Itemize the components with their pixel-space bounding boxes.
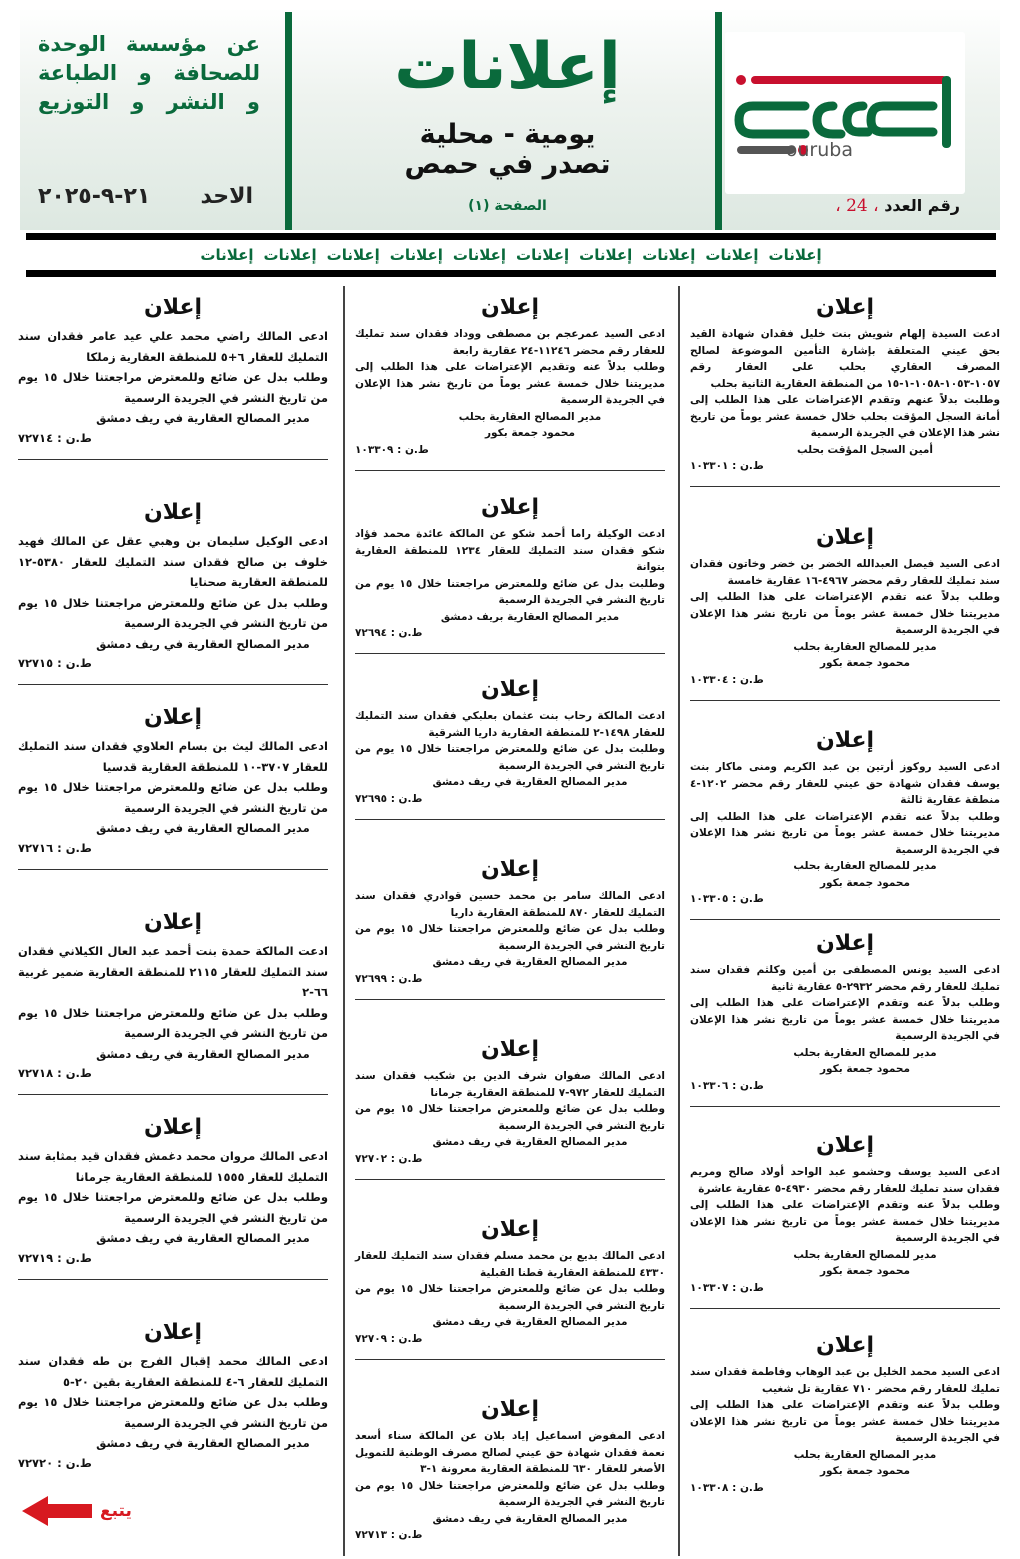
- announcement-signature: محمود جمعة بكور: [820, 1465, 910, 1477]
- banner-word: إعلانات: [768, 246, 822, 264]
- subtitle-line: تصدر في حمص: [404, 149, 611, 180]
- announcement-title: إعلان: [143, 705, 203, 730]
- announcement: [355, 1212, 665, 1360]
- separator: [355, 1359, 665, 1360]
- logo-dot: [736, 75, 746, 85]
- column-divider: [678, 286, 680, 1556]
- announcement: [355, 290, 665, 471]
- separator: [18, 869, 328, 870]
- announcement: [690, 926, 1000, 1107]
- announcement: [355, 1032, 665, 1180]
- rule: [26, 270, 996, 277]
- banner: [26, 242, 996, 268]
- announcement-body: ادعى السيد فيصل العبدالله الخضر بن خضر وخاتون فقدان سند تمليك للعقار رقم محضر ٤٩٦٧-١٦ عقارية خامسة: [690, 558, 1000, 587]
- announcement: [690, 520, 1000, 701]
- issue-number: ، 24 ،: [835, 196, 879, 216]
- banner-word: إعلانات: [389, 246, 443, 264]
- announcement-signature: مدير المصالح العقارية في ريف دمشق: [432, 956, 628, 968]
- announcement: [355, 490, 665, 654]
- announcement-body: وطلب بدلاً عنه وتقدم الإعتراضات على هذا الطلب إلى مديريتنا خلال خمسة عشر يوماً من تاريخ نشر هذا الإعلان في الجريدة الرسمية: [690, 997, 1000, 1042]
- separator: [690, 1106, 1000, 1107]
- announcement-title: إعلان: [480, 1397, 540, 1422]
- announcement: [355, 1392, 665, 1541]
- announcement-ref: ط.ن : ١٠٣٣٠٤: [690, 673, 764, 686]
- announcement-ref: ط.ن : ٧٢٦٩٩: [355, 972, 423, 985]
- announcement-body: وطلب بدلاً عنه وتقديم الإعتراضات على هذا الطلب إلى مديريتنا خلال خمسة عشر يوماً من تاريخ نشر هذا الإعلان في الجريدة الرسمية: [355, 361, 665, 406]
- announcement-ref: ط.ن : ١٠٣٣٠١: [690, 460, 764, 472]
- separator: [18, 1279, 328, 1280]
- divider: [715, 12, 722, 230]
- announcement-body: ادعى المالك سامر بن محمد حسين قوادري فقدان سند التمليك للعقار ٨٧٠ للمنطقة العقارية داريا: [355, 890, 665, 919]
- announcement-body: ادعت الوكيلة راما أحمد شكو عن المالكة عائدة محمد فؤاد شكو فقدان سند التمليك للعقار ١٢٣٤ للمنطقة العقارية بتوانة: [355, 528, 666, 573]
- announcement-signature: مدير للمصالح العقارية بحلب: [793, 860, 937, 872]
- subtitle: [310, 120, 705, 180]
- announcement-body: وطلب بدلاً عنه وتقدم الإعتراضات على هذا الطلب إلى مديريتنا خلال خمسة عشر يوماً من تاريخ نشر هذا الإعلان في الجريدة الرسمية: [690, 1199, 1000, 1244]
- date-value: ٢١-٩-٢٠٢٥: [38, 184, 151, 209]
- announcement-ref: ط.ن : ٧٢٧١٤: [18, 430, 92, 445]
- announcement-ref: ط.ن : ٧٢٦٩٤: [355, 627, 423, 639]
- announcement-title: إعلان: [815, 931, 875, 956]
- banner-word: إعلانات: [516, 246, 570, 264]
- announcement-title: إعلان: [480, 1037, 540, 1062]
- separator: [18, 1094, 328, 1095]
- announcement-signature: مدير المصالح العقارية في ريف دمشق: [96, 411, 310, 425]
- announcement-signature: مدير المصالح العقارية في ريف دمشق: [432, 776, 628, 788]
- announcement-body: ادعت المالكة حمدة بنت أحمد عبد العال الكيلاني فقدان سند التمليك للعقار ٢١١٥ للمنطقة العقارية ضمير غربية ٦٦-٢: [18, 944, 329, 999]
- issue-number-value: 24: [846, 196, 868, 216]
- announcement-body: وطلب بدل عن ضائع وللمعترض مراجعتنا خلال ١٥ يوم من تاريخ النشر في الجريدة الرسمية: [18, 780, 328, 815]
- announcement-body: ادعى السيد روكوز أرتين بن عبد الكريم ومنى ماكار بنت يوسف فقدان شهادة حق عيني للعقار رقم محضر ١٢٠٢-٤ منطقة عقارية ثالثة: [690, 761, 1000, 806]
- announcement-body: ادعى المفوض اسماعيل إياد بلان عن المالكة سناء أسعد نعمة فقدان شهادة حق عيني لصالح مصرف الوطنية للتمويل الأصغر للعقار ٦٣٠ للمنطقة العقارية معرونة ١-٣: [355, 1430, 665, 1475]
- separator: [690, 486, 1000, 487]
- announcement-body: وطلب بدل عن ضائع وللمعترض مراجعتنا خلال ١٥ يوم من تاريخ النشر في الجريدة الرسمية: [355, 1283, 665, 1312]
- publisher-block: [38, 30, 260, 117]
- issue-label: رقم العدد: [884, 196, 960, 215]
- announcement: [18, 1315, 328, 1470]
- continue-label: يتبع: [100, 1501, 132, 1521]
- announcement-title: إعلان: [815, 525, 875, 550]
- announcement-body: وطلب بدلاً عنه تقدم الإعتراضات على هذا الطلب إلى مديريتنا خلال خمسة عشر يوماً من تاريخ نشر هذا الإعلان في الجريدة الرسمية: [690, 591, 1000, 636]
- page-number: الصفحة (١): [468, 198, 547, 214]
- announcement: [18, 1110, 328, 1280]
- announcement-body: ادعى المالك محمد إقبال الفرج بن طه فقدان سند التمليك للعقار ٦-٤ للمنطقة العقارية بقين ٢٠-٥: [18, 1354, 328, 1389]
- announcement-title: إعلان: [815, 295, 875, 320]
- logo-letter: [871, 106, 933, 132]
- logo-letter: [847, 106, 868, 132]
- subtitle-line: يومية - محلية: [419, 119, 596, 150]
- announcement-title: إعلان: [480, 1217, 540, 1242]
- announcement-ref: ط.ن : ١٠٣٣٠٧: [690, 1281, 764, 1294]
- announcement-body: ادعى السيد يونس المصطفى بن أمين وكلثم فقدان سند تمليك للعقار رقم محضر ٢٩٣٢-٥ عقارية ثانية: [690, 964, 1000, 993]
- logo-latin: ouruba: [785, 139, 853, 161]
- publisher-line: عن مؤسسة الوحدة: [38, 32, 260, 56]
- logo: [725, 32, 965, 194]
- announcement-title: إعلان: [143, 1115, 203, 1140]
- banner-word: إعلانات: [705, 246, 759, 264]
- separator: [690, 919, 1000, 920]
- announcement-signature: مدير المصالح العقارية في ريف دمشق: [432, 1512, 628, 1525]
- announcement-body: وطلب بدل عن ضائع وللمعترض مراجعتنا خلال ١٥ يوم من تاريخ النشر في الجريدة الرسمية: [355, 1103, 665, 1132]
- announcement-title: إعلان: [815, 1333, 875, 1358]
- separator: [690, 1308, 1000, 1309]
- announcement-ref: ط.ن : ١٠٣٣٠٦: [690, 1079, 764, 1092]
- announcement-body: وطلب بدل عن ضائع وللمعترض مراجعتنا خلال ١٥ يوم من تاريخ النشر في الجريدة الرسمية: [18, 370, 328, 405]
- announcement-signature: محمود جمعة بكور: [820, 1063, 910, 1075]
- announcement-ref: ط.ن : ٧٢٧٢٠: [18, 1455, 92, 1470]
- logo-alef: [942, 76, 951, 148]
- announcement: [18, 700, 328, 870]
- announcement-signature: مدير المصالح العقارية بحلب: [458, 410, 602, 423]
- announcement-body: وطلبت بدلاً عنهم وتقدم الإعتراضات على هذا الطلب إلى أمانة السجل المؤقت بحلب خلال خمسة عشر يوماً من تاريخ نشر هذا الإعلان في الجريدة الرسمية: [690, 394, 1000, 439]
- announcement-body: وطلب بدلاً عنه تقدم الإعتراضات على هذا الطلب إلى مديريتنا خلال خمسة عشر يوماً من تاريخ نشر هذا الإعلان في الجريدة الرسمية: [690, 810, 1000, 856]
- separator: [355, 470, 665, 471]
- separator: [355, 819, 665, 820]
- separator: [355, 999, 665, 1000]
- announcement-ref: ط.ن : ٧٢٧٠٢: [355, 1152, 423, 1165]
- separator: [690, 700, 1000, 701]
- announcement-signature: مدير المصالح العقارية في ريف دمشق: [96, 1231, 310, 1245]
- announcement-ref: ط.ن : ٧٢٧١٥: [18, 656, 92, 670]
- announcement: [690, 1128, 1000, 1309]
- banner-word: إعلانات: [326, 246, 380, 264]
- announcement-body: ادعى المالك مروان محمد دغمش فقدان قيد بمثابة سند التمليك للعقار ١٥٥٥ للمنطقة العقارية جرمانا: [18, 1149, 328, 1184]
- page-title: إعلانات: [394, 30, 621, 104]
- announcement-signature: مدير للمصالح العقارية بحلب: [793, 1046, 937, 1059]
- announcement-title: إعلان: [480, 857, 540, 882]
- announcement-body: وطلبت بدل عن ضائع وللمعترض مراجعتنا خلال ١٥ يوم من تاريخ النشر في الجريدة الرسمية: [355, 743, 666, 772]
- announcement-signature: مدير المصالح العقارية بريف دمشق: [440, 610, 620, 623]
- publisher-line: للصحافة و الطباعة: [38, 61, 260, 85]
- announcement-body: وطلب بدل عن ضائع وللمعترض مراجعتنا خلال ١٥ يوم من تاريخ النشر في الجريدة الرسمية: [355, 923, 665, 952]
- announcement-title: إعلان: [480, 495, 540, 520]
- divider: [285, 12, 292, 230]
- ouruba-logo-icon: [733, 72, 957, 162]
- announcement-signature: مدير المصالح العقارية بحلب: [793, 1448, 937, 1461]
- announcement-ref: ط.ن : ٧٢٧١٦: [18, 840, 92, 855]
- announcement-ref: ط.ن : ٧٢٧١٣: [355, 1529, 423, 1541]
- announcement-signature: أمين السجل المؤقت بحلب: [796, 443, 934, 456]
- announcement-body: وطلب بدل عن ضائع وللمعترض مراجعتنا خلال ١٥ يوم من تاريخ النشر في الجريدة الرسمية: [18, 595, 328, 630]
- banner-word: إعلانات: [263, 246, 317, 264]
- announcement: [690, 290, 1000, 487]
- announcement-signature: مدير المصالح العقارية في ريف دمشق: [96, 1436, 310, 1450]
- issue-number-line: [780, 196, 960, 216]
- announcement-signature: مدير للمصالح العقارية بحلب: [793, 1248, 937, 1261]
- announcement: [355, 852, 665, 1000]
- announcement-title: إعلان: [143, 910, 203, 935]
- announcement-signature: مدير المصالح العقارية في ريف دمشق: [96, 636, 310, 651]
- banner-word: إعلانات: [200, 246, 254, 264]
- announcement-body: وطلب بدل عن ضائع وللمعترض مراجعتنا خلال ١٥ يوم من تاريخ النشر في الجريدة الرسمية: [18, 1395, 328, 1430]
- announcement-title: إعلان: [480, 677, 540, 702]
- banner-word: إعلانات: [579, 246, 633, 264]
- banner-word: إعلانات: [642, 246, 696, 264]
- announcement-signature: مدير للمصالح العقارية بحلب: [793, 640, 937, 653]
- announcement-signature: محمود جمعة بكور: [485, 427, 575, 439]
- rule: [26, 233, 996, 240]
- announcement: [18, 290, 328, 460]
- announcement-body: ادعت المالكة رحاب بنت عثمان بعلبكي فقدان سند التمليك للعقار ١٤٩٨-٢ للمنطقة العقارية داريا الشرقية: [355, 710, 665, 739]
- announcement-body: ادعت السيدة إلهام شويش بنت خليل فقدان شهادة القيد بحق عيني المتعلقة بإشارة التأمين الموضوعة لصالح المصرف العقاري بحلب على العقار رقم ١٠٥٧-١٠٥٣-١٠٥٨-١-١٥ من المنطقة العقارية الثانية بحلب: [690, 328, 1000, 390]
- announcement-signature: مدير المصالح العقارية في ريف دمشق: [96, 1046, 310, 1061]
- announcement-body: وطلب بدل عن ضائع وللمعترض مراجعتنا خلال ١٥ يوم من تاريخ النشر في الجريدة الرسمية: [18, 1005, 328, 1040]
- announcement-title: إعلان: [815, 1133, 875, 1158]
- separator: [18, 459, 328, 460]
- separator: [18, 684, 328, 685]
- announcement-body: ادعى المالك بديع بن محمد مسلم فقدان سند التمليك للعقار ٤٣٣٠ للمنطقة العقارية قطنا القبلية: [355, 1250, 665, 1279]
- announcement: [18, 905, 328, 1095]
- announcement-ref: ط.ن : ٧٢٧٠٩: [355, 1332, 423, 1345]
- separator: [355, 653, 665, 654]
- announcement-body: ادعى السيد يوسف وحشمو عبد الواحد أولاد صالح ومريم فقدان سند تمليك للعقار رقم محضر ٤٩٣٠-٥ عقارية عاشرة: [690, 1166, 1000, 1195]
- announcement-body: ادعى السيد محمد الخليل بن عبد الوهاب وفاطمة فقدان سند تمليك للعقار رقم محضر ٧١٠ عقارية تل شغيب: [690, 1366, 1000, 1395]
- announcement-ref: ط.ن : ٧٢٧١٨: [18, 1066, 92, 1080]
- announcement-body: ادعى المالك ليث بن بسام العلاوي فقدان سند التمليك للعقار ٣٧٠٧-١٠ للمنطقة العقارية قدسيا: [18, 739, 328, 774]
- announcement-body: ادعى المالك صفوان شرف الدين بن شكيب فقدان سند التمليك للعقار ٩٧٢-٧ للمنطقة العقارية جرمانا: [355, 1070, 665, 1099]
- arrow-left-icon: [22, 1496, 92, 1526]
- announcement-signature: مدير المصالح العقارية في ريف دمشق: [432, 1316, 628, 1328]
- announcement-ref: ط.ن : ٧٢٧١٩: [18, 1250, 92, 1265]
- announcement-signature: مدير المصالح العقارية في ريف دمشق: [96, 821, 310, 835]
- column-divider: [343, 286, 345, 1556]
- announcement-ref: ط.ن : ١٠٣٣٠٥: [690, 893, 764, 905]
- publisher-line: و النشر و التوزيع: [38, 90, 260, 114]
- announcement-ref: ط.ن : ٧٢٦٩٥: [355, 792, 423, 805]
- announcement-body: وطلب بدل عن ضائع وللمعترض مراجعتنا خلال ١٥ يوم من تاريخ النشر في الجريدة الرسمية: [18, 1190, 328, 1225]
- announcement-body: وطلب بدل عن ضائع وللمعترض مراجعتنا خلال ١٥ يوم من تاريخ النشر في الجريدة الرسمية: [355, 1479, 665, 1508]
- announcement-signature: مدير المصالح العقارية في ريف دمشق: [432, 1136, 628, 1148]
- announcement-title: إعلان: [143, 500, 203, 525]
- announcement-signature: محمود جمعة بكور: [820, 657, 910, 669]
- announcement-body: وطلبت بدل عن ضائع وللمعترض مراجعتنا خلال ١٥ يوم من تاريخ النشر في الجريدة الرسمية: [355, 577, 666, 606]
- announcement-ref: ط.ن : ١٠٣٣٠٩: [355, 443, 429, 456]
- announcement-body: ادعى المالك راضي محمد علي عيد عامر فقدان سند التمليك للعقار ٦+٥ للمنطقة العقارية زملكا: [18, 329, 328, 364]
- banner-word: إعلانات: [452, 246, 506, 264]
- announcement-signature: محمود جمعة بكور: [820, 876, 910, 889]
- announcement: [690, 723, 1000, 920]
- announcement-body: ادعى السيد عمرعجم بن مصطفى ووداد فقدان سند تمليك للعقار رقم محضر ١١٢٤٦-٢٤ عقارية رابعة: [355, 328, 665, 357]
- announcement: [355, 672, 665, 820]
- announcement-signature: محمود جمعة بكور: [820, 1265, 910, 1277]
- announcement-ref: ط.ن : ١٠٣٣٠٨: [690, 1481, 764, 1494]
- announcement-body: ادعى الوكيل سليمان بن وهبي عقل عن المالك فهيد خلوف بن صالح فقدان سند التمليك للعقار ٥٣٨٠-١٢ للمنطقة العقارية صحنايا: [18, 534, 328, 589]
- continue-link[interactable]: [22, 1496, 132, 1526]
- announcement: [690, 1328, 1000, 1494]
- day-label: الاحد: [200, 184, 253, 209]
- announcement-title: إعلان: [143, 1320, 203, 1345]
- separator: [355, 1179, 665, 1180]
- logo-letter: [817, 106, 841, 134]
- issue-date: [38, 184, 253, 209]
- logo-letter: [739, 106, 805, 134]
- announcement-title: إعلان: [480, 295, 540, 320]
- announcement-title: إعلان: [143, 295, 203, 320]
- logo-red-bar: [751, 76, 947, 84]
- announcement-title: إعلان: [815, 728, 875, 753]
- announcement-body: وطلب بدلاً عنه وتقدم الإعتراضات على هذا الطلب إلى مديريتنا خلال خمسة عشر يوماً من تاريخ نشر هذا الإعلان في الجريدة الرسمية: [690, 1399, 1000, 1444]
- announcement: [18, 495, 328, 685]
